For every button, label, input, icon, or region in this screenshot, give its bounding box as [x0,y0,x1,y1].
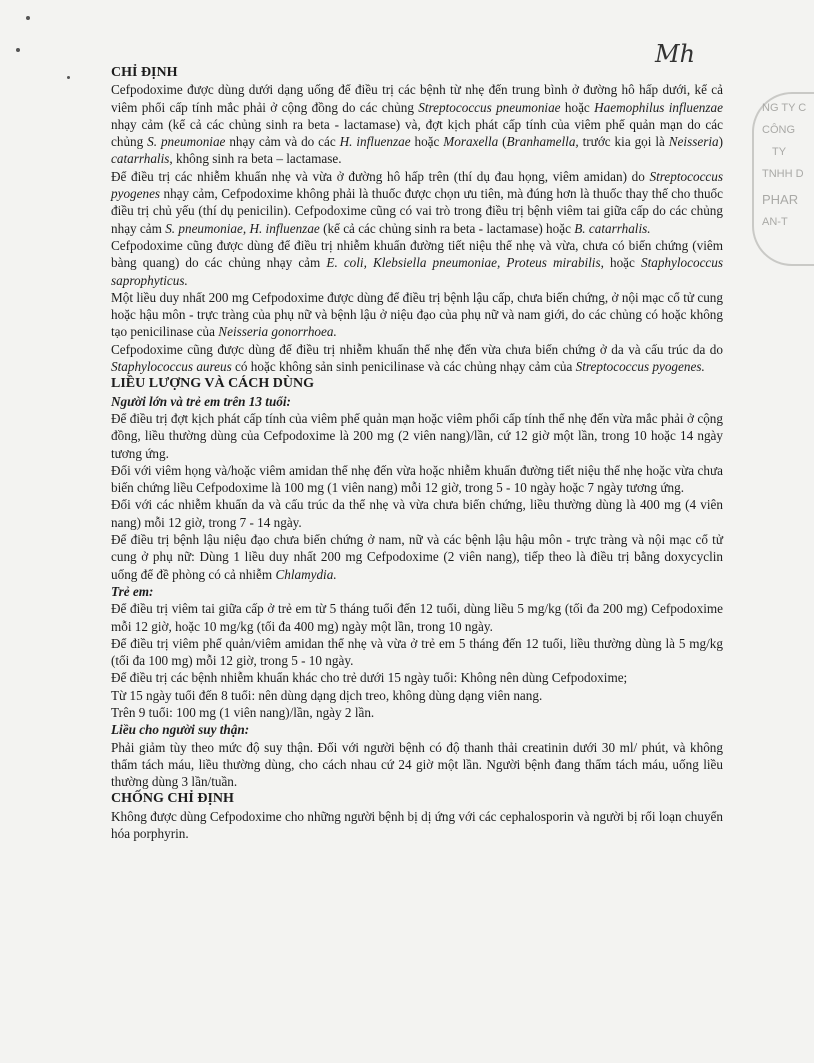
document-body [111,64,723,842]
scan-speck [16,48,20,52]
indication-paragraph: Để điều trị các nhiễm khuẩn nhẹ và vừa ở đường hô hấp trên (thí dụ đau họng, viêm amidan) do Streptococcus pyogenes nhạy cảm, Cefpodoxime không phải là thuốc được chọn ưu tiên, mà đúng hơn là thuốc thay thế cho thuốc điều trị chủ yếu (thí dụ penicilin). Cefpodoxime cũng có vai trò trong điều trị bệnh viêm tai giữa cấp do các chủng nhạy cảm S. pneumoniae, H. influenzae (kể cả các chủng sinh ra beta - lactamase) hoặc B. catarrhalis. [111,168,723,236]
scan-speck [67,76,70,79]
dosage-paragraph: Phải giảm tùy theo mức độ suy thận. Đối với người bệnh có độ thanh thải creatinin dưới 30 ml/ phút, và không thẩm tách máu, liều thường dùng, cho cách nhau cứ 24 giờ một lần. Người bệnh đang thẩm tách máu, uống liều thường dùng 3 lần/tuần. [111,739,723,790]
indication-paragraph: Cefpodoxime cũng được dùng để điều trị nhiễm khuẩn đường tiết niệu thể nhẹ và vừa, chưa có biến chứng (viêm bàng quang) do các chủng nhạy cảm E. coli, Klebsiella pneumoniae, Proteus mirabilis, hoặc Staphylococcus saprophyticus. [111,237,723,288]
subheading-renal: Liều cho người suy thận: [111,722,250,738]
dosage-paragraph: Để điều trị đợt kịch phát cấp tính của viêm phế quản mạn hoặc viêm phổi cấp tính thể nhẹ đến vừa mắc phải ở cộng đồng, liều thường dùng của Cefpodoxime là 200 mg (2 viên nang)/lần, cứ 12 giờ một lần, trong 10 hoặc 14 ngày tương ứng. [111,410,723,461]
indication-paragraph: Một liều duy nhất 200 mg Cefpodoxime được dùng để điều trị bệnh lậu cấp, chưa biến chứng, ở nội mạc cổ tử cung hoặc hậu môn - trực tràng của phụ nữ và bệnh lậu ở niệu đạo của phụ nữ và nam giới, do các chủng có hoặc không tạo penicilinase của Neisseria gonorrhoea. [111,289,723,340]
dosage-paragraph: Để điều trị các bệnh nhiễm khuẩn khác cho trẻ dưới 15 ngày tuổi: Không nên dùng Cefpodoxime; [111,670,628,686]
company-stamp: NG TY C CÔNG TY TNHH D PHAR AN-T [752,92,814,266]
scan-speck [26,16,30,20]
section-heading-dosage: LIỀU LƯỢNG VÀ CÁCH DÙNG [111,376,315,392]
section-heading-contraindication: CHỐNG CHỈ ĐỊNH [111,791,234,807]
dosage-paragraph: Đối với viêm họng và/hoặc viêm amidan thể nhẹ đến vừa hoặc nhiễm khuẩn đường tiết niệu thể nhẹ hoặc vừa chưa biến chứng liều Cefpodoxime là 100 mg (1 viên nang) mỗi 12 giờ, trong 5 - 10 ngày hoặc 7 ngày tương ứng. [111,462,723,496]
dosage-paragraph: Đối với các nhiễm khuẩn da và cấu trúc da thể nhẹ và vừa chưa biến chứng, liều thường dùng là 400 mg (4 viên nang) mỗi 12 giờ, trong 7 - 14 ngày. [111,497,723,530]
subheading-children: Trẻ em: [111,583,154,599]
handwritten-signature: Mh [655,40,696,68]
dosage-paragraph: Trên 9 tuổi: 100 mg (1 viên nang)/lần, ngày 2 lần. [111,704,375,720]
dosage-paragraph: Để điều trị viêm phế quản/viêm amidan thể nhẹ và vừa ở trẻ em 5 tháng đến 12 tuổi, liều thường dùng là 5 mg/kg (tối đa 100 mg) mỗi 12 giờ, trong 5 - 10 ngày. [111,635,723,669]
indication-paragraph: Cefpodoxime cũng được dùng để điều trị nhiễm khuẩn thể nhẹ đến vừa chưa biến chứng ở da và cấu trúc da do Staphylococcus aureus có hoặc không sản sinh penicilinase và các chủng nhạy cảm của Streptococcus pyogenes. [111,341,723,375]
contraindication-paragraph: Không được dùng Cefpodoxime cho những người bệnh bị dị ứng với các cephalosporin và người bị rối loạn chuyển hóa porphyrin. [111,808,723,842]
dosage-paragraph: Để điều trị bệnh lậu niệu đạo chưa biến chứng ở nam, nữ và các bệnh lậu hậu môn - trực tràng và nội mạc cổ tử cung ở phụ nữ: Dùng 1 liều duy nhất 200 mg Cefpodoxime (2 viên nang), tiếp theo là điều trị bằng doxycyclin uống để đề phòng có cả nhiễm Chlamydia. [111,532,723,582]
indication-paragraph: Cefpodoxime được dùng dưới dạng uống để điều trị các bệnh từ nhẹ đến trung bình ở đường hô hấp dưới, kể cả viêm phổi cấp tính mắc phải ở cộng đồng do các chủng Streptococcus pneumoniae hoặc Haemophilus influenzae nhạy cảm (kể cả các chủng sinh ra beta - lactamase) và, đợt kịch phát cấp tính của viêm phế quản mạn do các chủng S. pneumoniae nhạy cảm và do các H. influenzae hoặc Moraxella (Branhamella, trước kia gọi là Neisseria) catarrhalis, không sinh ra beta – lactamase. [111,82,723,167]
dosage-paragraph: Từ 15 ngày tuổi đến 8 tuổi: nên dùng dạng dịch treo, không dùng dạng viên nang. [111,687,543,703]
dosage-paragraph: Để điều trị viêm tai giữa cấp ở trẻ em từ 5 tháng tuổi đến 12 tuổi, dùng liều 5 mg/kg (tối đa 200 mg) Cefpodoxime mỗi 12 giờ, hoặc 10 mg/kg (tối đa 400 mg) ngày một lần, trong 10 ngày. [111,601,723,634]
subheading-adults: Người lớn và trẻ em trên 13 tuổi: [111,393,291,409]
section-heading-indication: CHỈ ĐỊNH [111,65,178,80]
